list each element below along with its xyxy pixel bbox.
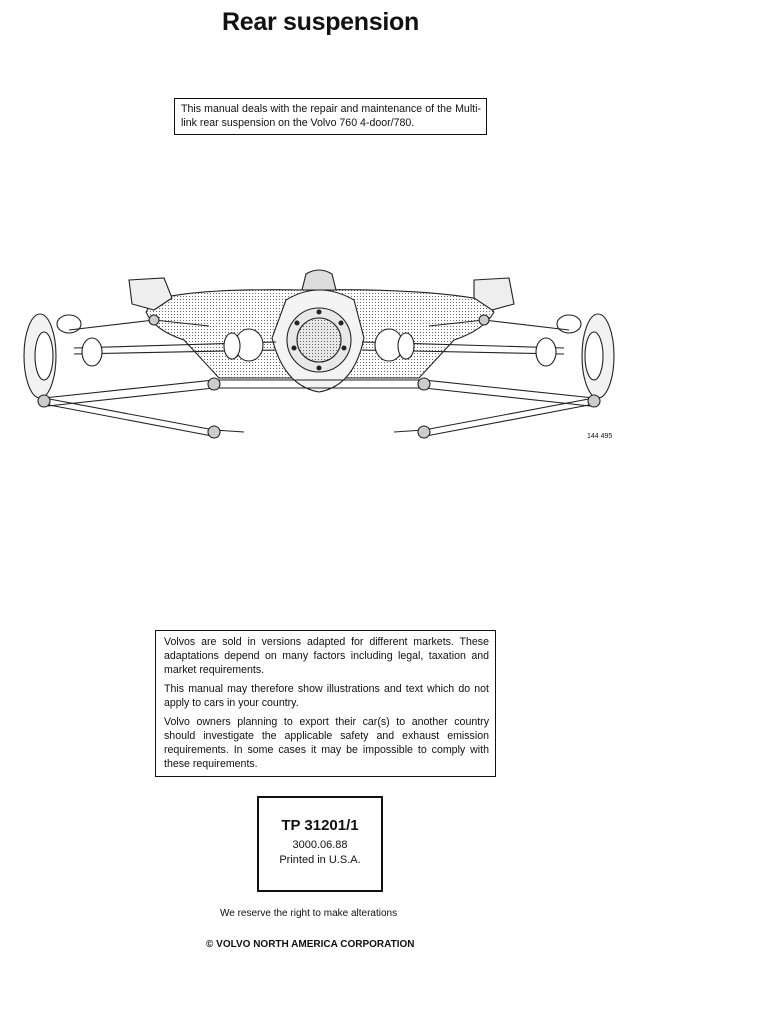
rear-suspension-illustration — [14, 268, 624, 448]
notice-paragraph: This manual may therefore show illustrations and text which do not apply to cars in your country. — [164, 683, 489, 709]
notice-paragraph: Volvo owners planning to export their car(s) to another country should investigate the applicable safety and exhaust emission requirements. In some cases it may be impossible to comply with these requirements. — [164, 716, 489, 770]
page-title: Rear suspension — [222, 8, 419, 36]
reserve-notice: We reserve the right to make alterations — [220, 908, 398, 919]
publication-number: TP 31201/1 — [281, 817, 359, 834]
publication-code: 3000.06.88 — [292, 839, 348, 851]
publication-box — [257, 796, 383, 892]
notice-box — [155, 630, 496, 777]
printed-in: Printed in U.S.A. — [279, 854, 361, 866]
intro-box: This manual deals with the repair and maintenance of the Multi-link rear suspension on the Volvo 760 4-door/780. — [174, 98, 487, 135]
copyright: © VOLVO NORTH AMERICA CORPORATION — [206, 939, 415, 950]
figure-number: 144 495 — [587, 433, 613, 440]
notice-paragraph: Volvos are sold in versions adapted for different markets. These adaptations depend on many factors including legal, taxation and market requirements. — [164, 636, 489, 676]
